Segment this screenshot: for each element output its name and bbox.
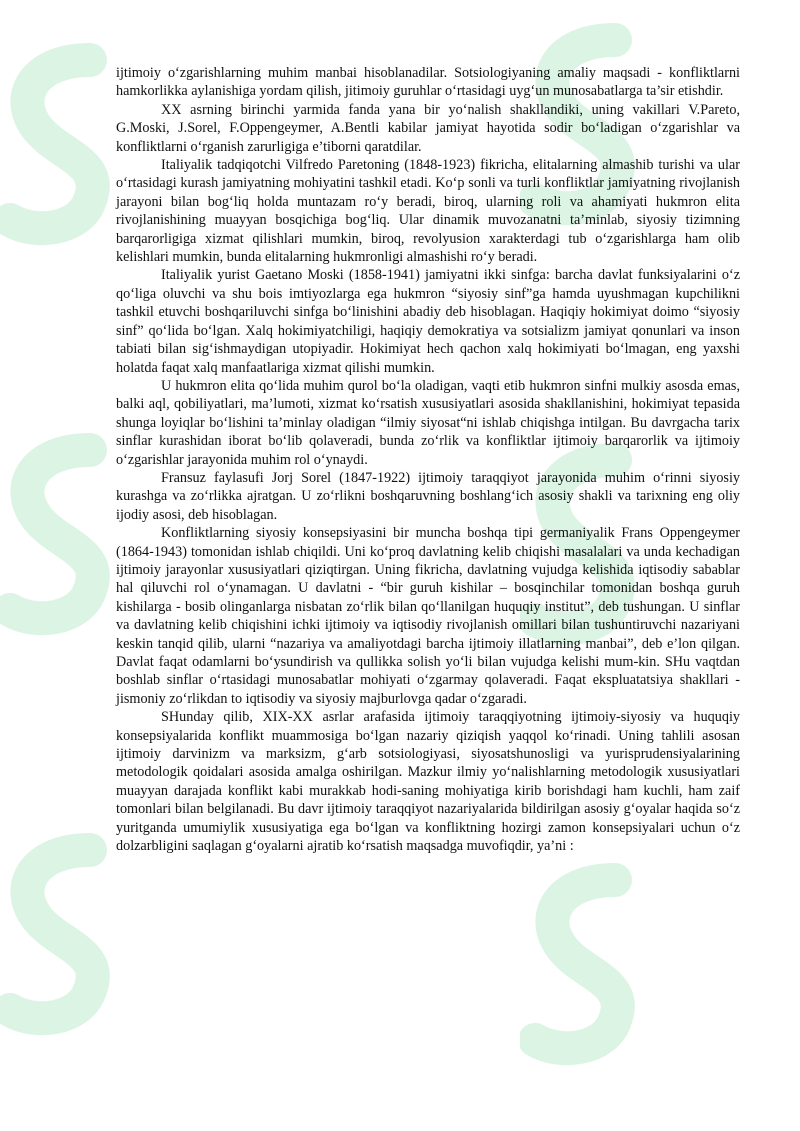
watermark-logo-icon — [0, 830, 125, 1060]
paragraph: Konfliktlarning siyosiy konsepsiyasini bir muncha boshqa tipi germaniyalik Frans Oppengeymer (1864-1943) tomonidan ishlab chiqildi. Uni ko‘proq davlatning kelib chiqishi masalalari va unda kechadigan ijtimoiy jarayonlar xususiyatlari qiziqtirgan. Uning fikricha, davlatning vujudga kelishida iqtisodiy sabablar hal qiluvchi rol o‘ynamagan. U davlatni - “bir guruh kishilar – bosqinchilar tomonidan boshqa guruh kishilarga - bosib olinganlarga nisbatan zo‘rlik bilan qo‘llanilgan huquqiy institut”, deb tushungan. U sinflar va davlatning kelib chiqishini ichki ijtimoiy va iqtisodiy rivojlanish omillari bilan tushuntiruvchi nazariyani keskin tanqid qilib, ularni “nazariya va amaliyotdagi barcha ijtimoiy illatlarning manbai”, deb e’lon qilgan. Davlat faqat odamlarni bo‘ysundirish va qullikka solish yo‘li bilan vujudga kelishi mum-kin. SHu vaqtdan boshlab sinflar o‘rtasidagi munosabatlar mohiyati o‘zgarmay qolaveradi. Faqat ekspluatatsiya shakllari - jismoniy zo‘rlikdan to iqtisodiy va siyosiy majburlovga qadar o‘zgaradi. — [116, 525, 740, 707]
watermark-logo-icon — [0, 430, 125, 660]
paragraph: ijtimoiy o‘zgarishlarning muhim manbai hisoblanadilar. Sotsiologiyaning amaliy maqsadi - konfliktlarni hamkorlikka aylanishiga yordam qilish, jitimoiy guruhlar o‘rtasidagi uyg‘un munosabatlarga ta’sir etishdir. — [116, 65, 740, 100]
watermark-logo-icon — [0, 40, 125, 270]
paragraph: Italiyalik tadqiqotchi Vilfredo Paretoning (1848-1923) fikricha, elitalarning almashib turishi va ular o‘rtasidagi kurash jamiyatning mohiyatini tashkil etadi. Ko‘p sonli va turli konfliktlar jamiyatning rivojlanish jarayoni bilan bog‘liq holda muntazam ro‘y beradi, biroq, ularning roli va ahamiyati hukmron elita rivojlanishining muayyan bosqichiga bog‘liq. Ular dinamik muvozanatni ta’minlab, siyosiy tizimning barqarorligiga xizmat qilishlari mumkin, biroq, revolyusion xarakterdagi tub o‘zgarishlarga ham olib kelishlari mumkin, bunda elitalarning hukmronligi almashishi ro‘y beradi. — [116, 157, 740, 266]
document-page — [116, 64, 740, 855]
paragraph: Italiyalik yurist Gaetano Moski (1858-1941) jamiyatni ikki sinfga: barcha davlat funksiyalarini o‘z qo‘liga oluvchi va shu bois imtiyozlarga ega hukmron “siyosiy sinf”ga hamda uyushmagan kupchilikni tashkil etuvchi boshqariluvchi sinfga bo‘linishini abadiy deb hisoblagan. Haqiqiy hokimiyat doimo “siyosiy sinf” qo‘lida bo‘lgan. Xalq hokimiyatchiligi, haqiqiy demokratiya va sotsializm jamiyat qonunlari va inson tabiati bilan sig‘ishmaydigan utopiyadir. Hokimiyat hech qachon xalq hokimiyati bo‘lmagan, eng yaxshi holatda faqat xalq manfaatlariga xizmat qilishi mumkin. — [116, 267, 740, 376]
paragraph: Fransuz faylasufi Jorj Sorel (1847-1922) ijtimoiy taraqqiyot jarayonida muhim o‘rinni siyosiy kurashga va zo‘rlikka ajratgan. U zo‘rlikni boshqaruvning boshlang‘ich asosiy shakli va tarixning eng oliy ijodiy asosi, deb hisoblagan. — [116, 469, 740, 523]
paragraph: U hukmron elita qo‘lida muhim qurol bo‘la oladigan, vaqti etib hukmron sinfni mulkiy asosda emas, balki aql, qobiliyatlari, ma’lumoti, xizmat ko‘rsatish xususiyatlari asosida shakllanishini, hokimiyat tepasida shunga loyiqlar bo‘lishini ta’minlay oladigan “ilmiy siyosat“ni ishlab chiqishga intilgan. Bu davrgacha tarix sinflar kurashidan iborat bo‘lib qolaveradi, bunda zo‘rlik va konfliktlar ijtimoiy barqarorlik va ijtimoiy o‘zgarishlar jarayonida muhim rol o‘ynaydi. — [116, 377, 740, 468]
paragraph: XX asrning birinchi yarmida fanda yana bir yo‘nalish shakllandiki, uning vakillari V.Pareto, G.Moski, J.Sorel, F.Oppengeymer, A.Bentli kabilar jamiyat hayotida sodir bo‘ladigan o‘zgarishlar va konfliktlarni o‘rganish zarurligiga e’tiborni qaratdilar. — [116, 101, 740, 155]
watermark-logo-icon — [520, 860, 650, 1090]
paragraph: SHunday qilib, XIX-XX asrlar arafasida ijtimoiy taraqqiyotning ijtimoiy-siyosiy va huquqiy konsepsiyalarida konflikt muammosiga bo‘lgan nazariy qiziqish yaqqol ko‘rinadi. Uning tahlili asosan ijtimoiy darvinizm va marksizm, g‘arb sotsiologiyasi, siyosatshunosligi va yurisprudensiyalarining metodologik qoidalari asosida amalga oshirilgan. Mazkur ilmiy yo‘nalishlarning metodologik xususiyatlari muayyan darajada konflikt kabi murakkab hodi-saning mohiyatiga kirib borishdagi ham kuchli, ham zaif tomonlari bilan belgilanadi. Bu davr ijtimoiy taraqqiyot nazariyalarida bildirilgan asosiy g‘oyalar haqida so‘z yuritganda umumiylik xususiyatiga ega bo‘lgan va konfliktning hozirgi zamon konsepsiyalari uchun o‘z dolzarbligini saqlagan g‘oyalarni ajratib ko‘rsatish maqsadga muvofiqdir, ya’ni : — [116, 709, 740, 855]
